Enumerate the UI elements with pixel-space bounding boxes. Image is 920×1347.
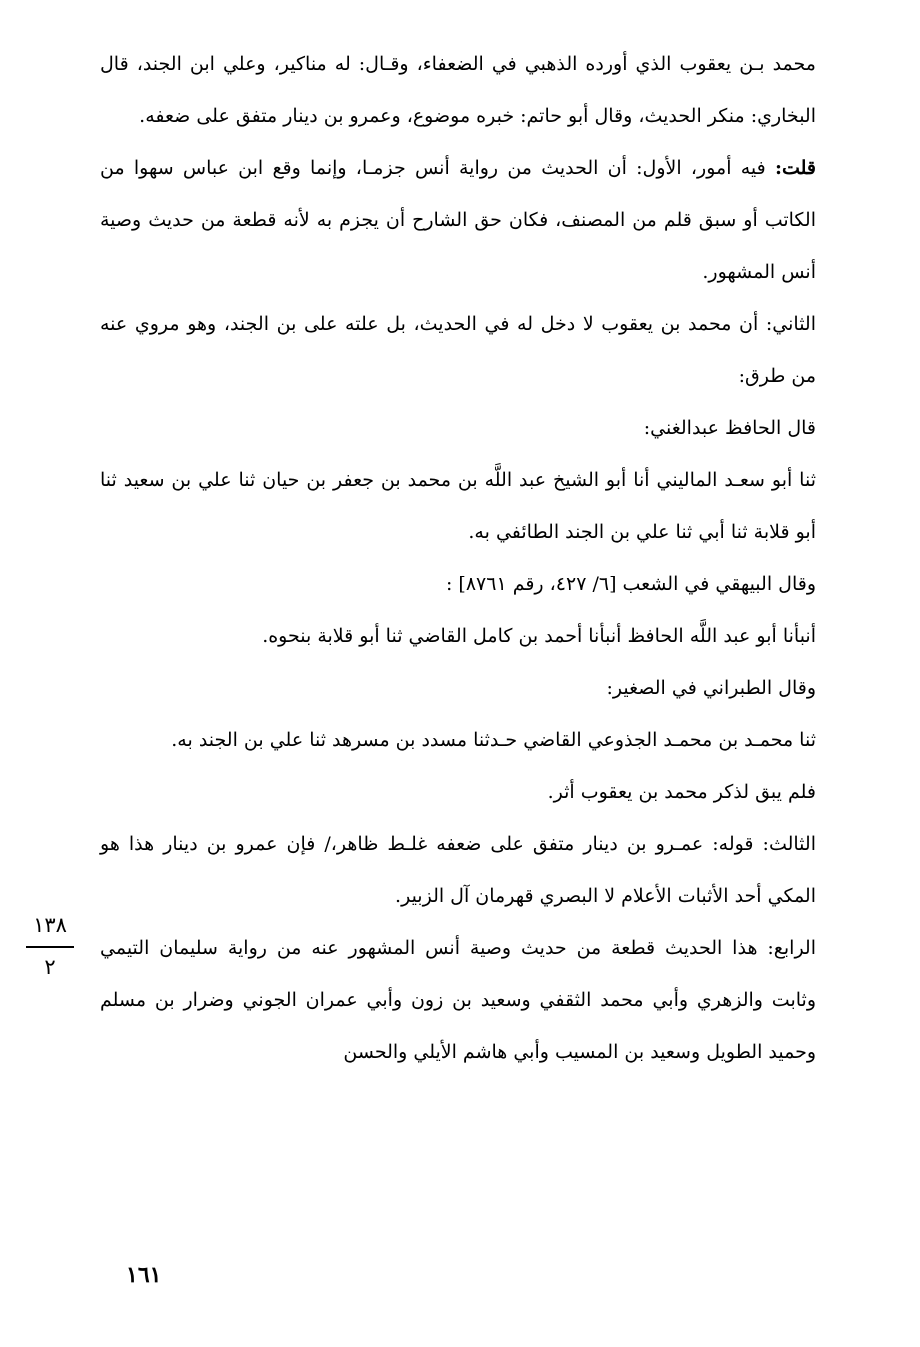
paragraph-text: الثالث: قوله: عمـرو بن دينار متفق على ضعفه غلـط ظاهر،/ فإن عمرو بن دينار هذا هو المكي أحد الأثبات الأعلام لا البصري قهرمان آل الزبير. (100, 833, 816, 907)
page-number: ١٦١ (126, 1262, 162, 1288)
paragraph-text: ثنا محمـد بن محمـد الجذوعي القاضي حـدثنا مسدد بن مسرهد ثنا علي بن الجند به. (171, 729, 816, 751)
paragraph-12 (100, 922, 816, 1078)
paragraph-6 (100, 558, 816, 610)
paragraph-9 (100, 714, 816, 766)
paragraph-text: قال الحافظ عبدالغني: (643, 417, 816, 439)
paragraph-5 (100, 454, 816, 558)
paragraph-3 (100, 298, 816, 402)
main-text (100, 38, 816, 1078)
paragraph-10 (100, 766, 816, 818)
paragraph-text: فلم يبق لذكر محمد بن يعقوب أثر. (547, 781, 816, 803)
paragraph-lead: قلت: (774, 157, 816, 179)
paragraph-text: أنبأنا أبو عبد اللَّه الحافظ أنبأنا أحمد بن كامل القاضي ثنا أبو قلابة بنحوه. (262, 625, 816, 647)
paragraph-text: فيه أمور، الأول: أن الحديث من رواية أنس جزمـا، وإنما وقع ابن عباس سهوا من الكاتب أو سبق قلم من المصنف، فكان حق الشارح أن يجزم به لأنه قطعة من حديث وصية أنس المشهور. (100, 157, 816, 283)
folio-number: ١٣٨ (33, 913, 67, 937)
paragraph-text: الثاني: أن محمد بن يعقوب لا دخل له في الحديث، بل علته على بن الجند، وهو مروي عنه من طرق: (100, 313, 816, 387)
paragraph-8 (100, 662, 816, 714)
paragraph-text: الرابع: هذا الحديث قطعة من حديث وصية أنس المشهور عنه من رواية سليمان التيمي وثابت والزهري وأبي محمد الثقفي وسعيد بن زون وأبي عمران الجوني وضرار بن مسلم وحميد الطويل وسعيد بن المسيب وأبي هاشم الأيلي والحسن (100, 937, 816, 1063)
paragraph-11 (100, 818, 816, 922)
paragraph-text: محمد بـن يعقوب الذي أورده الذهبي في الضعفاء، وقـال: له مناكير، وعلي ابن الجند، قال البخاري: منكر الحديث، وقال أبو حاتم: خبره موضوع، وعمرو بن دينار متفق على ضعفه. (100, 53, 816, 127)
manuscript-folio-note (20, 912, 80, 980)
paragraph-text: ثنا أبو سعـد الماليني أنا أبو الشيخ عبد اللَّه بن محمد بن جعفر بن حيان ثنا علي بن سعيد ثنا أبو قلابة ثنا أبي ثنا علي بن الجند الطائفي به. (100, 469, 816, 543)
paragraph-4 (100, 402, 816, 454)
folio-divider (26, 946, 74, 948)
paragraph-text: وقال الطبراني في الصغير: (606, 677, 816, 699)
folio-side: ٢ (44, 955, 56, 979)
paragraph-text: وقال البيهقي في الشعب [٦/ ٤٢٧، رقم ٨٧٦١] : (445, 573, 816, 595)
paragraph-1 (100, 38, 816, 142)
paragraph-7 (100, 610, 816, 662)
paragraph-2 (100, 142, 816, 298)
